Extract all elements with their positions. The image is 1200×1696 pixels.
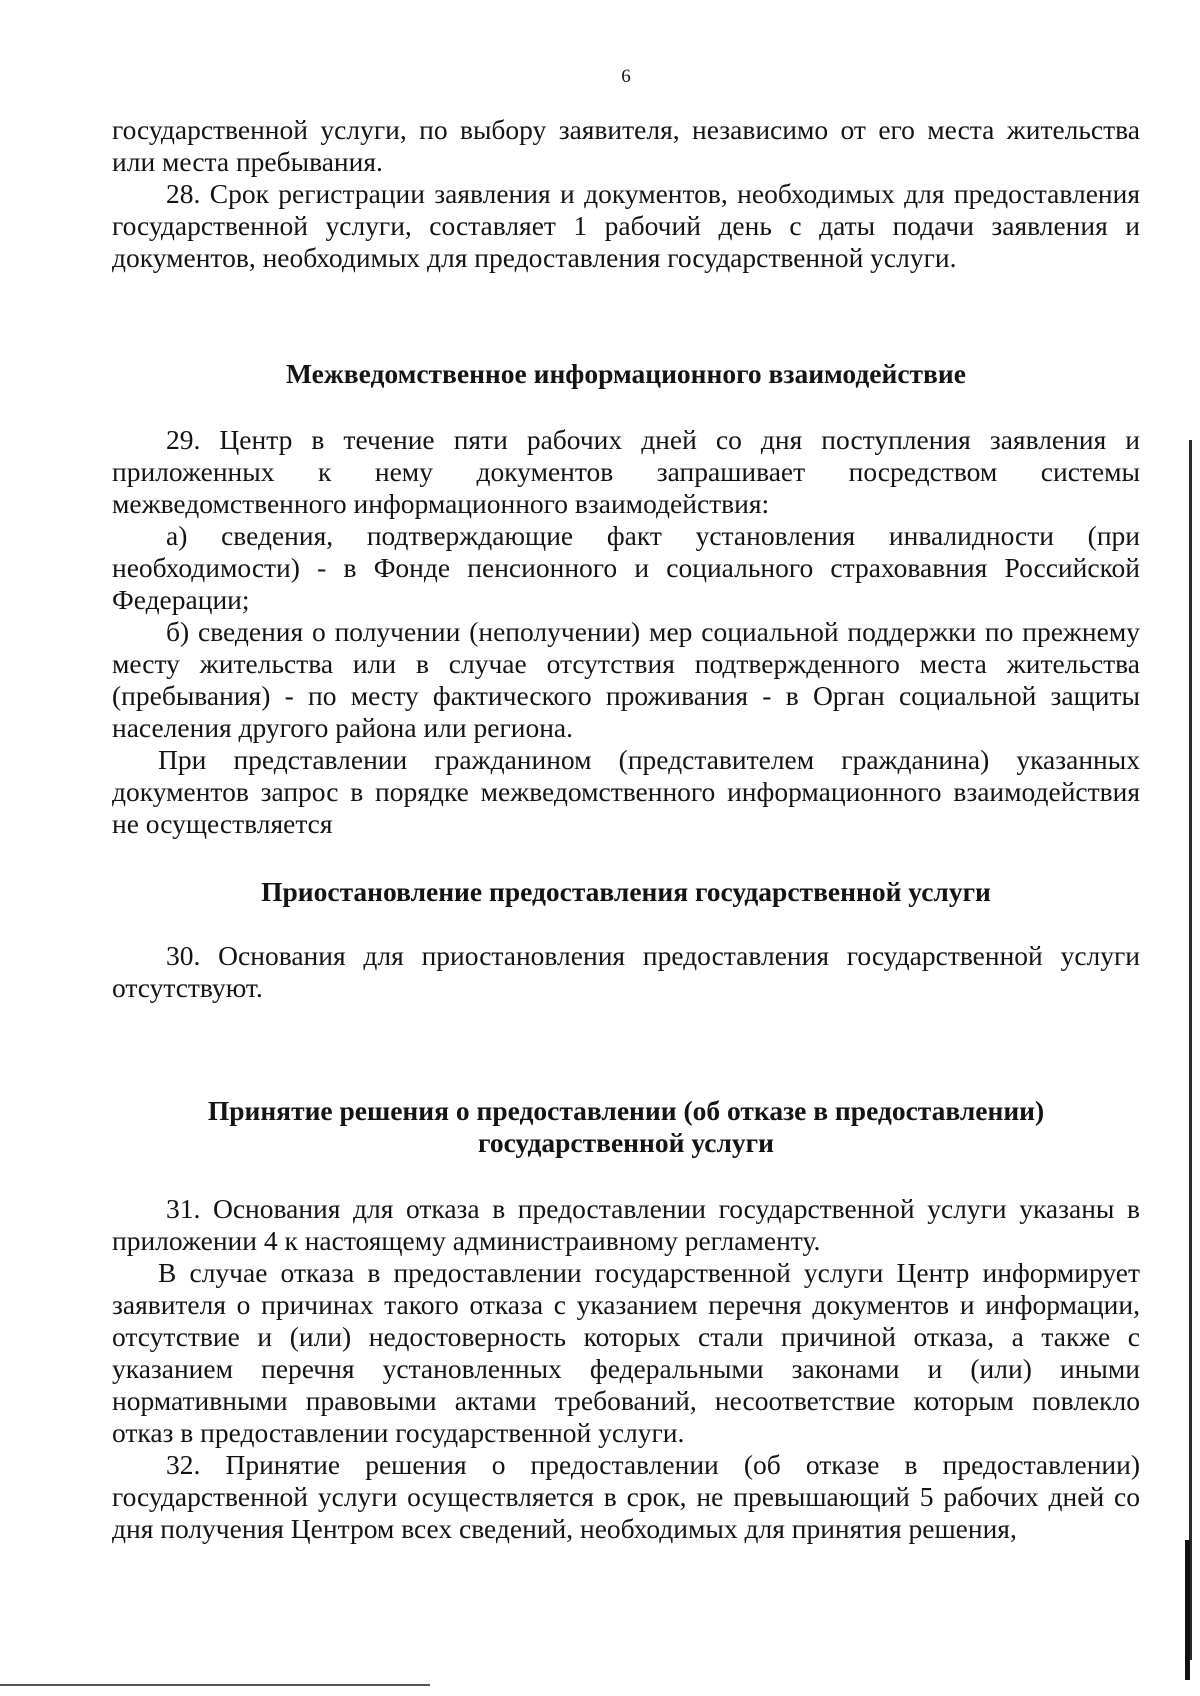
section-heading: Приостановление предоставления государственной услуги — [261, 876, 991, 907]
paragraph-32: 32. Принятие решения о предоставлении (об отказе в предоставлении) государственной услуги осуществляется в срок, не превышающий 5 рабочих дней со дня получения Центром всех сведений, необходимых для принятия решения, — [112, 1449, 1140, 1544]
paragraph-28: 28. Срок регистрации заявления и документов, необходимых для предоставления государственной услуги, составляет 1 рабочий день с даты подачи заявления и документов, необходимых для предоставления государственной услуги. — [112, 178, 1140, 273]
paragraph-continuation: государственной услуги, по выбору заявителя, независимо от его места жительства или места пребывания. — [112, 114, 1140, 177]
intro-block — [112, 114, 1140, 274]
paragraph-30: 30. Основания для приостановления предоставления государственной услуги отсутствуют. — [112, 940, 1140, 1003]
scan-bottom-line — [0, 1684, 430, 1686]
paragraph-29-b: б) сведения о получении (неполучении) мер социальной поддержки по прежнему месту жительства или в случае отсутствия подтвержденного места жительства (пребывания) - по месту фактического проживания - в Орган социальной защиты населения другого района или региона. — [112, 616, 1140, 743]
paragraph-29-note: При представлении гражданином (представителем гражданина) указанных документов запрос в порядке межведомственного информационного взаимодействия не осуществляется — [112, 744, 1140, 839]
paragraph-29-a: а) сведения, подтверждающие факт установления инвалидности (при необходимости) - в Фонде пенсионного и социального страховавния Российской Федерации; — [112, 520, 1140, 615]
paragraph-31: 31. Основания для отказа в предоставлении государственной услуги указаны в приложении 4 к настоящему администраивному регламенту. — [112, 1193, 1140, 1256]
paragraph-29: 29. Центр в течение пяти рабочих дней со дня поступления заявления и приложенных к нему документов запрашивает посредством системы межведомственного информационного взаимодействия: — [112, 424, 1140, 519]
section-interagency — [112, 424, 1140, 840]
scan-edge-mark — [1185, 1540, 1190, 1680]
section-suspension — [112, 940, 1140, 1004]
section-heading: Межведомственное информационного взаимодействие — [286, 358, 966, 389]
section-suspension-heading-wrap — [112, 876, 1140, 908]
paragraph-31-refusal: В случае отказа в предоставлении государственной услуги Центр информирует заявителя о причинах такого отказа с указанием перечня документов и информации, отсутствие и (или) недостоверность которых стали причиной отказа, а также с указанием перечня установленных федеральными законами и (или) иными нормативными правовыми актами требований, несоответствие которым повлекло отказ в предоставлении государственной услуги. — [112, 1257, 1140, 1448]
section-decision — [112, 1193, 1140, 1545]
section-interagency-heading-wrap — [112, 358, 1140, 390]
section-decision-heading-wrap — [112, 1095, 1140, 1159]
scan-edge-line — [1189, 440, 1192, 1660]
section-heading-line1: Принятие решения о предоставлении (об отказе в предоставлении) — [207, 1095, 1045, 1126]
section-heading-line2: государственной услуги — [478, 1127, 774, 1158]
page-number: 6 — [621, 66, 631, 87]
